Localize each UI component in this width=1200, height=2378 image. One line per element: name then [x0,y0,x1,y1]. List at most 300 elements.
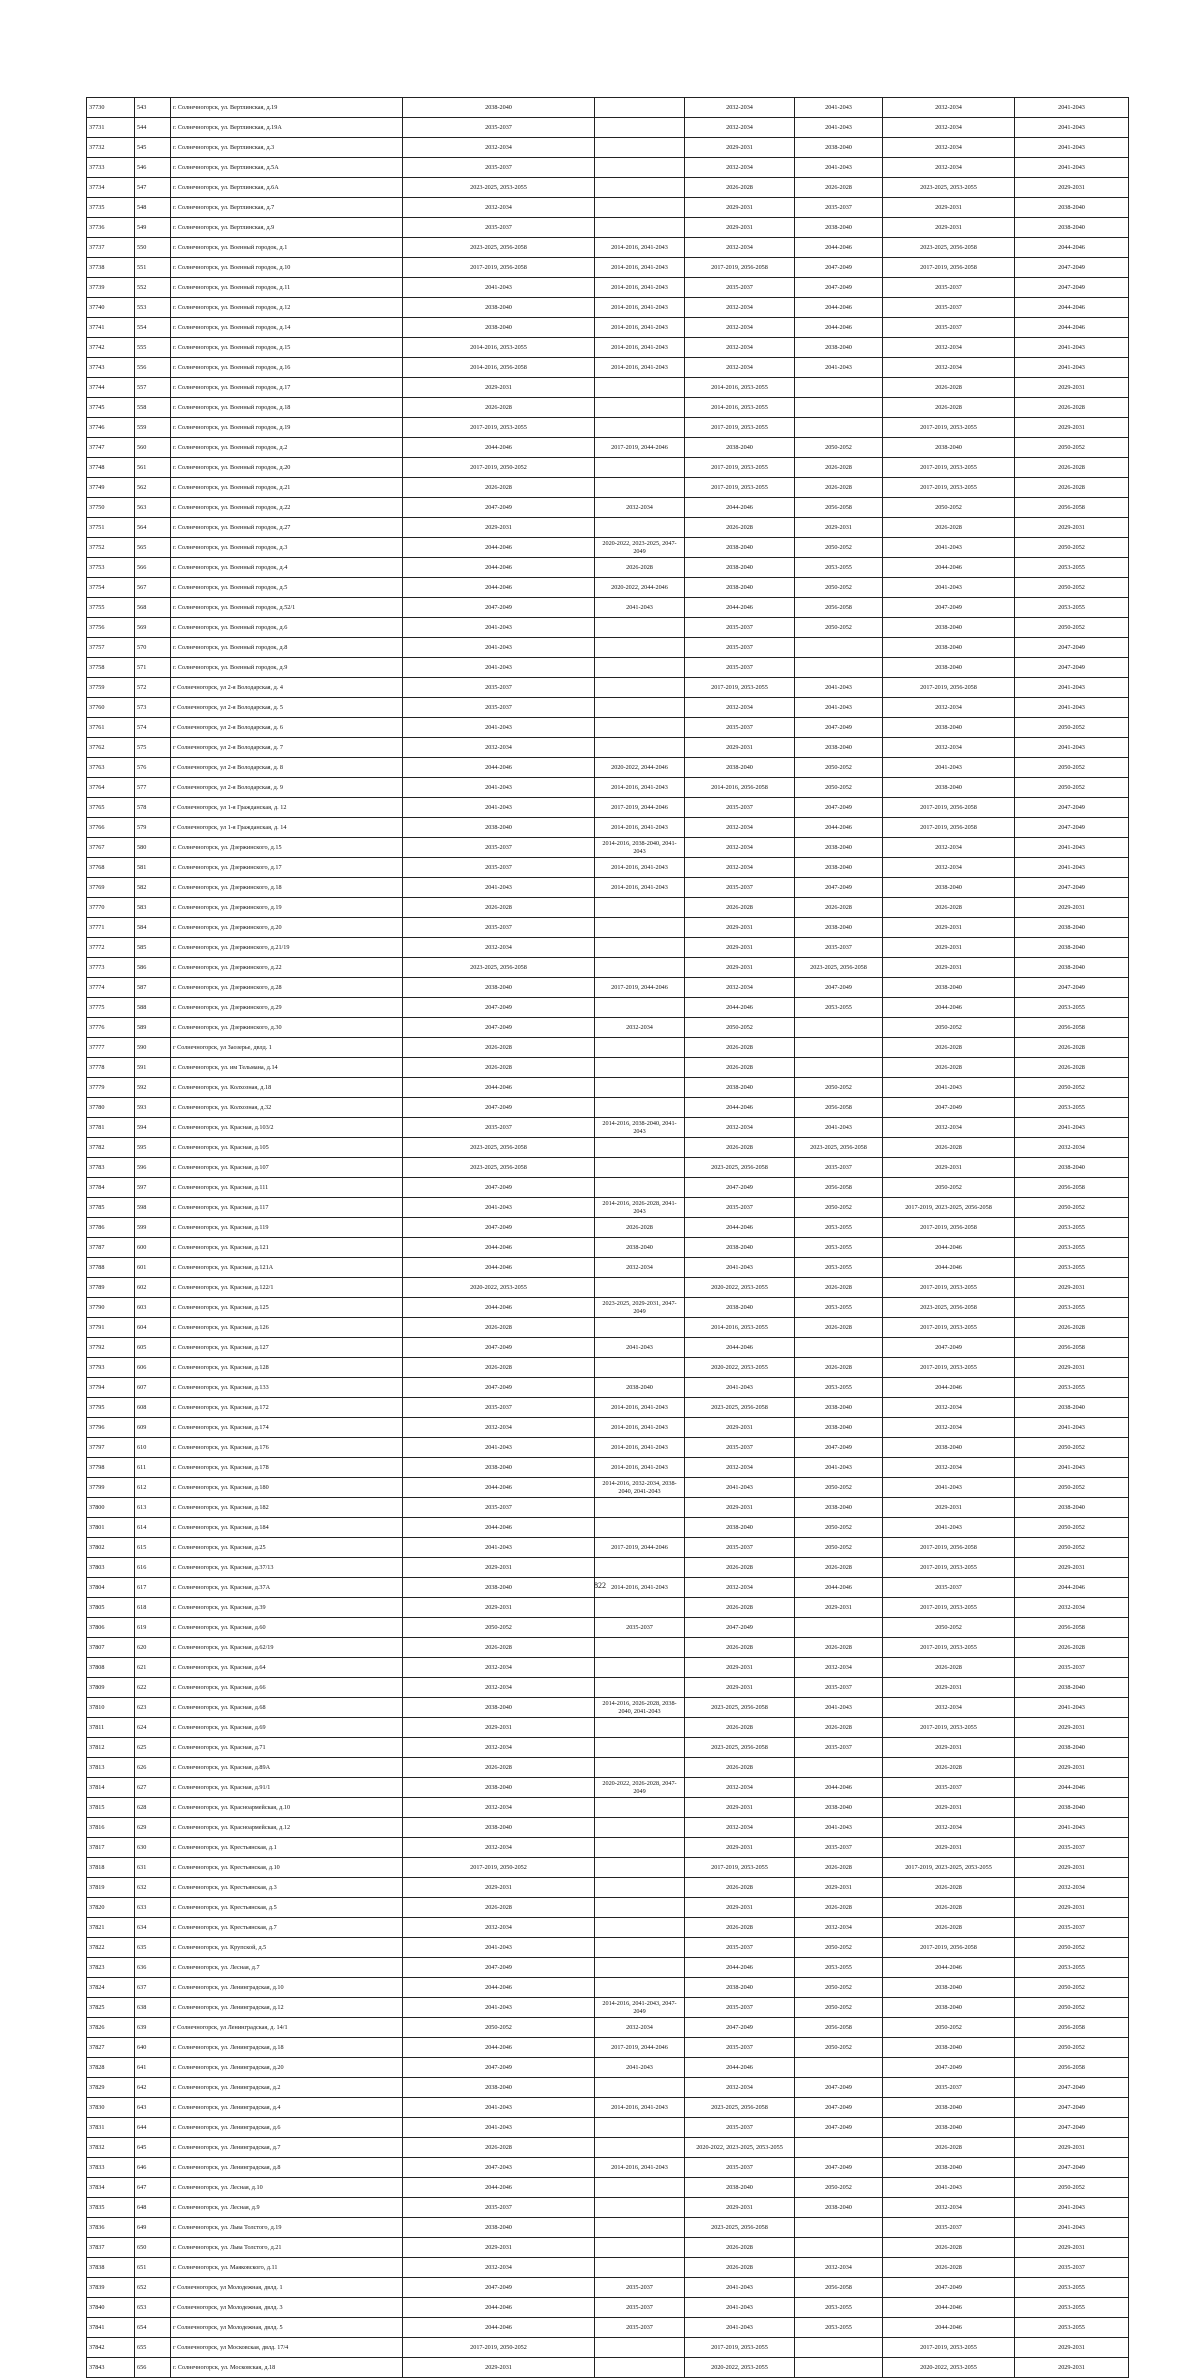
table-row [87,1438,1129,1458]
table-cell-col8: 2050-2052 [1015,578,1129,598]
table-cell-col4: 2014-2016, 2041-2043 [595,298,685,318]
table-cell-col5: 2044-2046 [685,498,795,518]
table-cell-col8: 2029-2031 [1015,2238,1129,2258]
table-cell-col0: 37840 [87,2298,135,2318]
table-cell-col2: г. Солнечногорск, ул. Ленинградская, д.4 [171,2098,403,2118]
table-cell-col2: г. Солнечногорск, ул. Военный городок, д.20 [171,458,403,478]
table-cell-col7: 2029-2031 [883,958,1015,978]
table-cell-col2: г. Солнечногорск, ул. Ленинградская, д.8 [171,2158,403,2178]
table-cell-col8: 2050-2052 [1015,1518,1129,1538]
table-cell-col6: 2044-2046 [795,298,883,318]
table-cell-col2: г. Солнечногорск, ул. Вертлинская, д.3 [171,138,403,158]
table-cell-col0: 37743 [87,358,135,378]
table-cell-col7: 2017-2019, 2056-2058 [883,798,1015,818]
table-cell-col0: 37783 [87,1158,135,1178]
table-cell-col0: 37823 [87,1958,135,1978]
table-cell-col5: 2029-2031 [685,958,795,978]
table-cell-col5: 2035-2037 [685,618,795,638]
table-cell-col7: 2017-2019, 2053-2055 [883,458,1015,478]
table-cell-col0: 37839 [87,2278,135,2298]
table-cell-col6: 2050-2052 [795,2178,883,2198]
table-cell-col4 [595,618,685,638]
table-cell-col5: 2038-2040 [685,1518,795,1538]
table-cell-col2: г. Солнечногорск, ул. Военный городок, д.1 [171,238,403,258]
table-cell-col1: 602 [135,1278,171,1298]
table-cell-col2: г. Солнечногорск, ул. Вертлинская, д.19А [171,118,403,138]
table-cell-col2: г Солнечногорск, ул Заозерье, двлд. 1 [171,1038,403,1058]
table-cell-col1: 576 [135,758,171,778]
table-row [87,1378,1129,1398]
table-cell-col2: г. Солнечногорск, ул. Красная, д.105 [171,1138,403,1158]
table-cell-col0: 37759 [87,678,135,698]
table-cell-col4: 2017-2019, 2044-2046 [595,798,685,818]
table-row [87,1398,1129,1418]
table-cell-col1: 543 [135,98,171,118]
table-cell-col1: 569 [135,618,171,638]
table-cell-col7: 2017-2019, 2053-2055 [883,1358,1015,1378]
table-cell-col8: 2041-2043 [1015,698,1129,718]
table-cell-col0: 37757 [87,638,135,658]
table-row [87,818,1129,838]
table-cell-col1: 645 [135,2138,171,2158]
table-cell-col4: 2026-2028 [595,1218,685,1238]
table-cell-col2: г. Солнечногорск, ул. Ленинградская, д.6 [171,2118,403,2138]
table-cell-col4: 2038-2040 [595,1238,685,1258]
table-cell-col3: 2026-2028 [403,2138,595,2158]
table-cell-col5: 2029-2031 [685,1678,795,1698]
table-cell-col7: 2047-2049 [883,598,1015,618]
table-cell-col4: 2038-2040 [595,1378,685,1398]
table-cell-col6 [795,658,883,678]
table-row [87,758,1129,778]
table-cell-col1: 633 [135,1898,171,1918]
table-cell-col2: г. Солнечногорск, ул. Военный городок, д.2 [171,438,403,458]
table-cell-col4 [595,2118,685,2138]
table-cell-col3: 2038-2040 [403,298,595,318]
table-cell-col0: 37815 [87,1798,135,1818]
table-cell-col3: 2020-2022, 2053-2055 [403,1278,595,1298]
table-cell-col0: 37730 [87,98,135,118]
table-cell-col3: 2035-2037 [403,698,595,718]
table-cell-col0: 37789 [87,1278,135,1298]
table-cell-col7: 2017-2019, 2053-2055 [883,1598,1015,1618]
table-cell-col1: 603 [135,1298,171,1318]
table-cell-col4: 2017-2019, 2044-2046 [595,438,685,458]
table-cell-col8: 2026-2028 [1015,1038,1129,1058]
table-cell-col3: 2041-2043 [403,278,595,298]
table-cell-col1: 651 [135,2258,171,2278]
table-cell-col4 [595,378,685,398]
table-cell-col0: 37779 [87,1078,135,1098]
table-cell-col8: 2041-2043 [1015,1458,1129,1478]
table-cell-col6: 2047-2049 [795,2118,883,2138]
table-cell-col5: 2026-2028 [685,518,795,538]
table-cell-col7: 2035-2037 [883,1778,1015,1798]
table-row [87,1078,1129,1098]
table-cell-col5: 2032-2034 [685,238,795,258]
table-cell-col0: 37755 [87,598,135,618]
table-cell-col6: 2026-2028 [795,478,883,498]
table-cell-col8: 2047-2049 [1015,2158,1129,2178]
table-cell-col3: 2044-2046 [403,1518,595,1538]
table-cell-col1: 629 [135,1818,171,1838]
table-cell-col3: 2029-2031 [403,2358,595,2378]
table-cell-col3: 2038-2040 [403,2218,595,2238]
table-row [87,2038,1129,2058]
table-cell-col0: 37778 [87,1058,135,1078]
table-cell-col7: 2038-2040 [883,778,1015,798]
table-cell-col4 [595,1058,685,1078]
table-cell-col4: 2014-2016, 2041-2043 [595,1578,685,1598]
table-cell-col1: 559 [135,418,171,438]
table-cell-col7: 2017-2019, 2056-2058 [883,1218,1015,1238]
table-cell-col5: 2023-2025, 2056-2058 [685,1738,795,1758]
table-cell-col8: 2044-2046 [1015,298,1129,318]
table-cell-col3: 2041-2043 [403,638,595,658]
table-cell-col5: 2035-2037 [685,1438,795,1458]
table-cell-col8: 2029-2031 [1015,1718,1129,1738]
table-cell-col4 [595,1678,685,1698]
table-cell-col0: 37748 [87,458,135,478]
table-cell-col5: 2017-2019, 2053-2055 [685,2338,795,2358]
table-cell-col1: 610 [135,1438,171,1458]
table-cell-col5: 2023-2025, 2056-2058 [685,1698,795,1718]
table-cell-col8: 2050-2052 [1015,438,1129,458]
table-cell-col3: 2047-2049 [403,1338,595,1358]
table-cell-col0: 37773 [87,958,135,978]
table-cell-col0: 37819 [87,1878,135,1898]
table-cell-col2: г Солнечногорск, ул 2-я Володарская, д. 7 [171,738,403,758]
table-cell-col6: 2053-2055 [795,1298,883,1318]
table-cell-col6: 2056-2058 [795,598,883,618]
table-cell-col3: 2035-2037 [403,918,595,938]
table-row [87,1178,1129,1198]
table-cell-col0: 37842 [87,2338,135,2358]
table-cell-col5: 2026-2028 [685,178,795,198]
table-cell-col1: 588 [135,998,171,1018]
table-row [87,1478,1129,1498]
table-cell-col2: г. Солнечногорск, ул. Красная, д.178 [171,1458,403,1478]
table-cell-col5: 2041-2043 [685,1258,795,1278]
table-row [87,2058,1129,2078]
table-cell-col4: 2014-2016, 2041-2043 [595,1458,685,1478]
table-cell-col8: 2035-2037 [1015,2258,1129,2278]
table-cell-col2: г Солнечногорск, ул Московская, двлд. 17/4 [171,2338,403,2358]
table-cell-col0: 37734 [87,178,135,198]
table-cell-col6: 2053-2055 [795,1258,883,1278]
table-cell-col5: 2038-2040 [685,2178,795,2198]
table-cell-col5: 2044-2046 [685,998,795,1018]
table-row [87,1298,1129,1318]
table-cell-col7: 2026-2028 [883,2138,1015,2158]
table-row [87,1018,1129,1038]
table-cell-col7: 2032-2034 [883,1398,1015,1418]
table-cell-col2: г. Солнечногорск, ул. Колхозная, д.18 [171,1078,403,1098]
table-cell-col1: 574 [135,718,171,738]
table-cell-col1: 624 [135,1718,171,1738]
table-cell-col7: 2035-2037 [883,2218,1015,2238]
table-row [87,1198,1129,1218]
table-cell-col6: 2044-2046 [795,318,883,338]
table-cell-col2: г. Солнечногорск, ул. Лесная, д.10 [171,2178,403,2198]
table-cell-col4: 2014-2016, 2041-2043 [595,258,685,278]
table-cell-col4: 2014-2016, 2041-2043 [595,778,685,798]
table-cell-col2: г. Солнечногорск, ул. Военный городок, д.3 [171,538,403,558]
table-cell-col7: 2026-2028 [883,1658,1015,1678]
table-cell-col4 [595,2218,685,2238]
table-cell-col0: 37801 [87,1518,135,1538]
table-cell-col2: г. Солнечногорск, ул. Военный городок, д.9 [171,658,403,678]
table-cell-col1: 595 [135,1138,171,1158]
table-cell-col5: 2038-2040 [685,1978,795,1998]
table-cell-col7: 2050-2052 [883,1178,1015,1198]
table-cell-col5: 2032-2034 [685,1578,795,1598]
table-cell-col2: г. Солнечногорск, ул. Ленинградская, д.18 [171,2038,403,2058]
table-cell-col0: 37756 [87,618,135,638]
table-cell-col8: 2029-2031 [1015,1758,1129,1778]
table-row [87,1638,1129,1658]
table-cell-col5: 2026-2028 [685,1918,795,1938]
table-cell-col3: 2044-2046 [403,558,595,578]
table-cell-col7: 2032-2034 [883,698,1015,718]
table-row [87,1838,1129,1858]
table-cell-col3: 2026-2028 [403,1358,595,1378]
table-cell-col0: 37806 [87,1618,135,1638]
table-cell-col6: 2053-2055 [795,998,883,1018]
table-cell-col4 [595,938,685,958]
table-cell-col2: г. Солнечногорск, ул. Дзержинского, д.19 [171,898,403,918]
table-cell-col7: 2017-2019, 2056-2058 [883,678,1015,698]
table-cell-col3: 2026-2028 [403,898,595,918]
table-cell-col4 [595,2138,685,2158]
table-cell-col5: 2038-2040 [685,1298,795,1318]
table-cell-col6 [795,2218,883,2238]
table-cell-col4: 2041-2043 [595,2058,685,2078]
table-cell-col4 [595,1138,685,1158]
table-cell-col1: 566 [135,558,171,578]
table-row [87,338,1129,358]
table-row [87,198,1129,218]
table-cell-col1: 546 [135,158,171,178]
table-cell-col5: 2029-2031 [685,218,795,238]
table-cell-col5: 2035-2037 [685,878,795,898]
table-cell-col7: 2038-2040 [883,878,1015,898]
table-cell-col3: 2026-2028 [403,478,595,498]
table-cell-col3: 2017-2019, 2050-2052 [403,2338,595,2358]
table-cell-col6: 2038-2040 [795,1798,883,1818]
table-cell-col1: 614 [135,1518,171,1538]
table-row [87,498,1129,518]
table-cell-col4: 2014-2016, 2041-2043 [595,2098,685,2118]
table-cell-col1: 644 [135,2118,171,2138]
table-cell-col5: 2032-2034 [685,1118,795,1138]
table-row [87,2238,1129,2258]
table-row [87,2278,1129,2298]
table-cell-col6: 2053-2055 [795,2318,883,2338]
table-cell-col6: 2053-2055 [795,1378,883,1398]
table-cell-col5: 2026-2028 [685,1758,795,1778]
table-cell-col5: 2038-2040 [685,538,795,558]
table-cell-col7: 2017-2019, 2053-2055 [883,1318,1015,1338]
table-cell-col3: 2038-2040 [403,1578,595,1598]
table-cell-col7: 2029-2031 [883,1838,1015,1858]
table-cell-col0: 37837 [87,2238,135,2258]
table-cell-col8: 2026-2028 [1015,398,1129,418]
table-cell-col5: 2029-2031 [685,1418,795,1438]
table-cell-col3: 2014-2016, 2053-2055 [403,338,595,358]
table-row [87,2318,1129,2338]
table-cell-col5: 2017-2019, 2053-2055 [685,678,795,698]
table-cell-col7: 2035-2037 [883,278,1015,298]
table-cell-col1: 635 [135,1938,171,1958]
table-cell-col4 [595,898,685,918]
table-cell-col2: г. Солнечногорск, ул. Военный городок, д.18 [171,398,403,418]
table-cell-col4 [595,418,685,438]
table-cell-col2: г. Солнечногорск, ул. Дзержинского, д.29 [171,998,403,1018]
table-cell-col0: 37818 [87,1858,135,1878]
table-cell-col8: 2041-2043 [1015,858,1129,878]
table-cell-col7: 2026-2028 [883,1898,1015,1918]
table-cell-col5: 2032-2034 [685,1458,795,1478]
table-cell-col8: 2047-2049 [1015,798,1129,818]
table-cell-col2: г Солнечногорск, ул 1-я Гражданская, д. 12 [171,798,403,818]
table-cell-col0: 37838 [87,2258,135,2278]
table-cell-col1: 558 [135,398,171,418]
table-cell-col7: 2032-2034 [883,118,1015,138]
table-cell-col4 [595,658,685,678]
table-cell-col3: 2032-2034 [403,1838,595,1858]
table-cell-col3: 2035-2037 [403,1118,595,1138]
table-cell-col8: 2038-2040 [1015,218,1129,238]
table-row [87,1278,1129,1298]
table-cell-col4 [595,1758,685,1778]
table-cell-col2: г. Солнечногорск, ул. Красная, д.182 [171,1498,403,1518]
table-row [87,618,1129,638]
table-cell-col0: 37733 [87,158,135,178]
table-cell-col4: 2014-2016, 2041-2043 [595,338,685,358]
table-cell-col3: 2032-2034 [403,1678,595,1698]
table-row [87,958,1129,978]
table-cell-col3: 2029-2031 [403,1598,595,1618]
table-cell-col0: 37747 [87,438,135,458]
table-cell-col0: 37829 [87,2078,135,2098]
table-cell-col6: 2035-2037 [795,1738,883,1758]
table-cell-col4: 2014-2016, 2041-2043, 2047-2049 [595,1998,685,2018]
table-cell-col7: 2044-2046 [883,2318,1015,2338]
table-cell-col0: 37749 [87,478,135,498]
table-row [87,1238,1129,1258]
table-cell-col6: 2047-2049 [795,2158,883,2178]
table-cell-col7: 2026-2028 [883,1758,1015,1778]
table-cell-col3: 2023-2025, 2056-2058 [403,238,595,258]
table-cell-col7: 2038-2040 [883,1438,1015,1458]
table-row [87,1938,1129,1958]
table-cell-col6: 2038-2040 [795,138,883,158]
table-cell-col7: 2026-2028 [883,1138,1015,1158]
table-cell-col2: г. Солнечногорск, ул. Крестьянская, д.10 [171,1858,403,1878]
table-cell-col4 [595,1158,685,1178]
table-cell-col2: г Солнечногорск, ул 1-я Гражданская, д. 14 [171,818,403,838]
table-cell-col8: 2053-2055 [1015,1238,1129,1258]
table-cell-col3: 2050-2052 [403,2018,595,2038]
table-cell-col8: 2038-2040 [1015,198,1129,218]
table-cell-col4: 2014-2016, 2041-2043 [595,2158,685,2178]
table-cell-col5: 2032-2034 [685,298,795,318]
table-cell-col1: 556 [135,358,171,378]
table-row [87,2158,1129,2178]
table-cell-col5: 2044-2046 [685,598,795,618]
table-cell-col3: 2035-2037 [403,1398,595,1418]
table-row [87,1538,1129,1558]
table-cell-col8: 2050-2052 [1015,778,1129,798]
table-cell-col7: 2035-2037 [883,2078,1015,2098]
table-cell-col4 [595,958,685,978]
table-cell-col0: 37825 [87,1998,135,2018]
table-cell-col2: г. Солнечногорск, ул. Ленинградская, д.2 [171,2078,403,2098]
table-cell-col4: 2017-2019, 2044-2046 [595,1538,685,1558]
table-cell-col1: 544 [135,118,171,138]
table-cell-col5: 2032-2034 [685,818,795,838]
table-cell-col8: 2056-2058 [1015,1338,1129,1358]
table-row [87,1958,1129,1978]
table-cell-col1: 613 [135,1498,171,1518]
table-cell-col8: 2041-2043 [1015,1818,1129,1838]
table-cell-col2: г. Солнечногорск, ул. Маяковского, д.11 [171,2258,403,2278]
table-cell-col6 [795,2058,883,2078]
table-cell-col7: 2026-2028 [883,2238,1015,2258]
table-cell-col4 [595,1858,685,1878]
table-cell-col0: 37788 [87,1258,135,1278]
table-cell-col1: 641 [135,2058,171,2078]
table-cell-col6: 2029-2031 [795,518,883,538]
table-cell-col7: 2041-2043 [883,1478,1015,1498]
table-cell-col6: 2050-2052 [795,1998,883,2018]
table-cell-col1: 605 [135,1338,171,1358]
table-cell-col5: 2014-2016, 2053-2055 [685,398,795,418]
table-row [87,878,1129,898]
table-cell-col4: 2017-2019, 2044-2046 [595,978,685,998]
table-cell-col6: 2041-2043 [795,118,883,138]
table-cell-col5: 2026-2028 [685,1558,795,1578]
table-cell-col8: 2041-2043 [1015,678,1129,698]
table-cell-col3: 2023-2025, 2056-2058 [403,1138,595,1158]
table-cell-col3: 2044-2046 [403,2298,595,2318]
table-cell-col1: 587 [135,978,171,998]
table-cell-col6: 2023-2025, 2056-2058 [795,958,883,978]
table-cell-col4: 2020-2022, 2044-2046 [595,758,685,778]
table-cell-col2: г. Солнечногорск, ул. Красная, д.174 [171,1418,403,1438]
table-cell-col2: г. Солнечногорск, ул. Красная, д.37/13 [171,1558,403,1578]
table-cell-col7: 2050-2052 [883,2018,1015,2038]
table-cell-col7: 2026-2028 [883,1878,1015,1898]
table-cell-col1: 620 [135,1638,171,1658]
table-cell-col6: 2023-2025, 2056-2058 [795,1138,883,1158]
table-cell-col2: г. Солнечногорск, ул. Военный городок, д.19 [171,418,403,438]
table-cell-col6: 2038-2040 [795,2198,883,2218]
table-cell-col5: 2026-2028 [685,2238,795,2258]
table-cell-col1: 618 [135,1598,171,1618]
table-cell-col8: 2053-2055 [1015,2298,1129,2318]
table-cell-col8: 2041-2043 [1015,838,1129,858]
table-cell-col8: 2047-2049 [1015,818,1129,838]
table-cell-col6: 2044-2046 [795,1778,883,1798]
table-cell-col4: 2014-2016, 2041-2043 [595,278,685,298]
table-cell-col7: 2038-2040 [883,978,1015,998]
table-row [87,698,1129,718]
table-cell-col2: г. Солнечногорск, ул. Вертлинская, д.5А [171,158,403,178]
table-cell-col4: 2032-2034 [595,1018,685,1038]
table-cell-col4 [595,1638,685,1658]
